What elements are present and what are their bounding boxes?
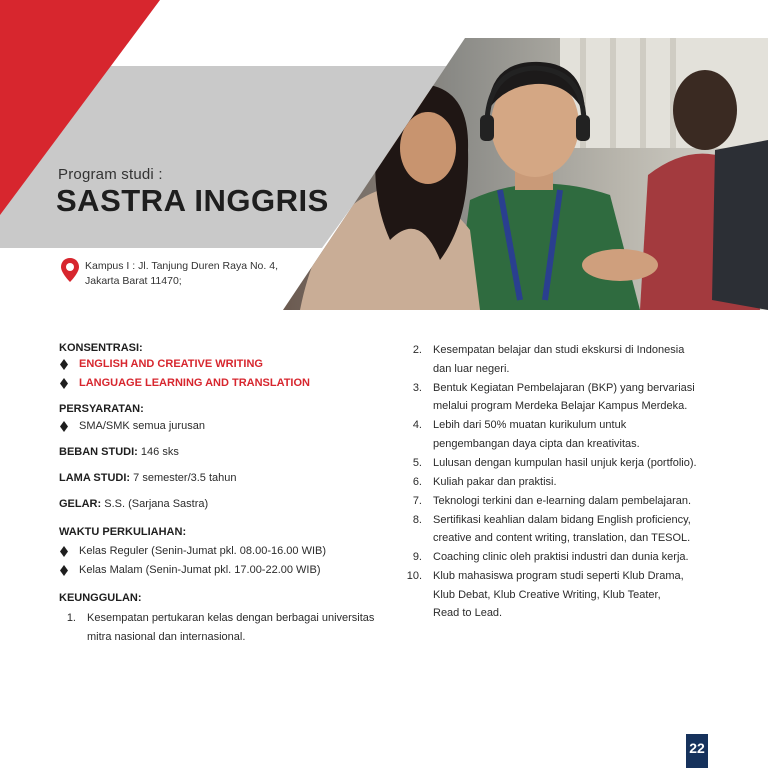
item-line: pengembangan daya cipta dan kreativitas. — [433, 437, 640, 450]
list-item — [405, 548, 735, 567]
item-line: melalui program Merdeka Belajar Kampus Merdeka. — [433, 400, 688, 412]
konsentrasi-list — [59, 355, 389, 393]
waktu-list — [59, 542, 389, 580]
item-line: Bentuk Kegiatan Pembelajaran (BKP) yang bervariasi — [433, 381, 695, 394]
persyaratan-item: SMA/SMK semua jurusan — [79, 420, 205, 432]
konsentrasi-item: ENGLISH AND CREATIVE WRITING — [79, 358, 263, 370]
lama-studi-value: 7 semester/3.5 tahun — [133, 472, 237, 484]
item-line: Kesempatan pertukaran kelas dengan berbagai universitas — [87, 612, 375, 624]
lama-studi-label: LAMA STUDI: — [59, 472, 131, 484]
item-line: Teknologi terkini dan e-learning dalam pembelajaran. — [433, 494, 692, 507]
campus-address — [85, 259, 315, 289]
waktu-item: Kelas Reguler (Senin-Jumat pkl. 08.00-16.00 WIB) — [79, 545, 327, 557]
list-item — [59, 355, 389, 374]
beban-studi-value: 146 sks — [140, 446, 179, 458]
item-line: Kesempatan belajar dan studi ekskursi di Indonesia — [433, 344, 685, 356]
item-number: 8. — [412, 513, 422, 526]
item-number: 2. — [412, 344, 422, 356]
location-pin-icon — [59, 257, 81, 283]
item-line: Sertifikasi keahlian dalam bidang English proficiency, — [433, 513, 691, 526]
item-line: dan luar negeri. — [433, 362, 510, 375]
list-item — [405, 473, 735, 492]
item-number: 1. — [66, 612, 76, 624]
diamond-bullet-icon — [60, 359, 68, 370]
item-line: mitra nasional dan internasional. — [87, 630, 246, 643]
diamond-bullet-icon — [60, 546, 68, 557]
item-line: creative and content writing, translation, dan TESOL. — [433, 532, 691, 544]
list-item — [59, 374, 389, 393]
item-line: Read to Lead. — [433, 607, 503, 619]
list-item — [405, 416, 735, 453]
item-line: Lebih dari 50% muatan kurikulum untuk — [433, 419, 627, 431]
item-line: Kuliah pakar dan praktisi. — [433, 475, 557, 488]
list-item — [405, 567, 735, 623]
list-item — [405, 511, 735, 548]
waktu-item: Kelas Malam (Senin-Jumat pkl. 17.00-22.00 WIB) — [79, 564, 321, 576]
item-number: 6. — [412, 475, 422, 488]
page-number: 22 — [686, 734, 708, 768]
item-number: 10. — [406, 570, 422, 582]
beban-studi — [59, 446, 389, 458]
waktu-heading: WAKTU PERKULIAHAN: — [59, 526, 187, 538]
list-item — [405, 454, 735, 473]
list-item — [59, 417, 389, 436]
list-item — [59, 609, 389, 646]
list-item — [59, 542, 389, 561]
konsentrasi-item: LANGUAGE LEARNING AND TRANSLATION — [79, 377, 310, 389]
item-line: Klub Debat, Klub Creative Writing, Klub Teater, — [433, 588, 661, 601]
item-line: Lulusan dengan kumpulan hasil unjuk kerja (portfolio). — [433, 456, 697, 469]
gelar — [59, 498, 389, 510]
gelar-label: GELAR: — [59, 498, 102, 510]
program-label: Program studi : — [58, 166, 163, 183]
persyaratan-heading: PERSYARATAN: — [59, 403, 144, 415]
persyaratan-list — [59, 417, 389, 436]
konsentrasi-heading: KONSENTRASI: — [59, 342, 143, 354]
address-line: Kampus I : Jl. Tanjung Duren Raya No. 4, — [85, 260, 278, 272]
item-number: 4. — [412, 419, 422, 431]
list-item — [405, 379, 735, 416]
diamond-bullet-icon — [60, 421, 68, 432]
item-number: 7. — [412, 494, 422, 507]
item-number: 5. — [412, 456, 422, 469]
item-line: Coaching clinic oleh praktisi industri dan dunia kerja. — [433, 551, 689, 563]
diamond-bullet-icon — [60, 378, 68, 389]
diamond-bullet-icon — [60, 565, 68, 576]
lama-studi — [59, 472, 389, 484]
keunggulan-list-left — [59, 609, 389, 646]
left-column — [59, 336, 389, 647]
item-number: 3. — [412, 381, 422, 394]
right-column — [405, 341, 735, 623]
list-item — [405, 341, 735, 378]
item-number: 9. — [412, 551, 422, 563]
keunggulan-list-right — [405, 341, 735, 623]
list-item — [405, 492, 735, 511]
program-title: SASTRA INGGRIS — [56, 183, 329, 218]
gelar-value: S.S. (Sarjana Sastra) — [104, 498, 209, 510]
beban-studi-label: BEBAN STUDI: — [59, 446, 138, 458]
list-item — [59, 561, 389, 580]
keunggulan-heading: KEUNGGULAN: — [59, 592, 142, 604]
item-line: Klub mahasiswa program studi seperti Klub Drama, — [433, 570, 684, 582]
address-line: Jakarta Barat 11470; — [85, 275, 182, 287]
